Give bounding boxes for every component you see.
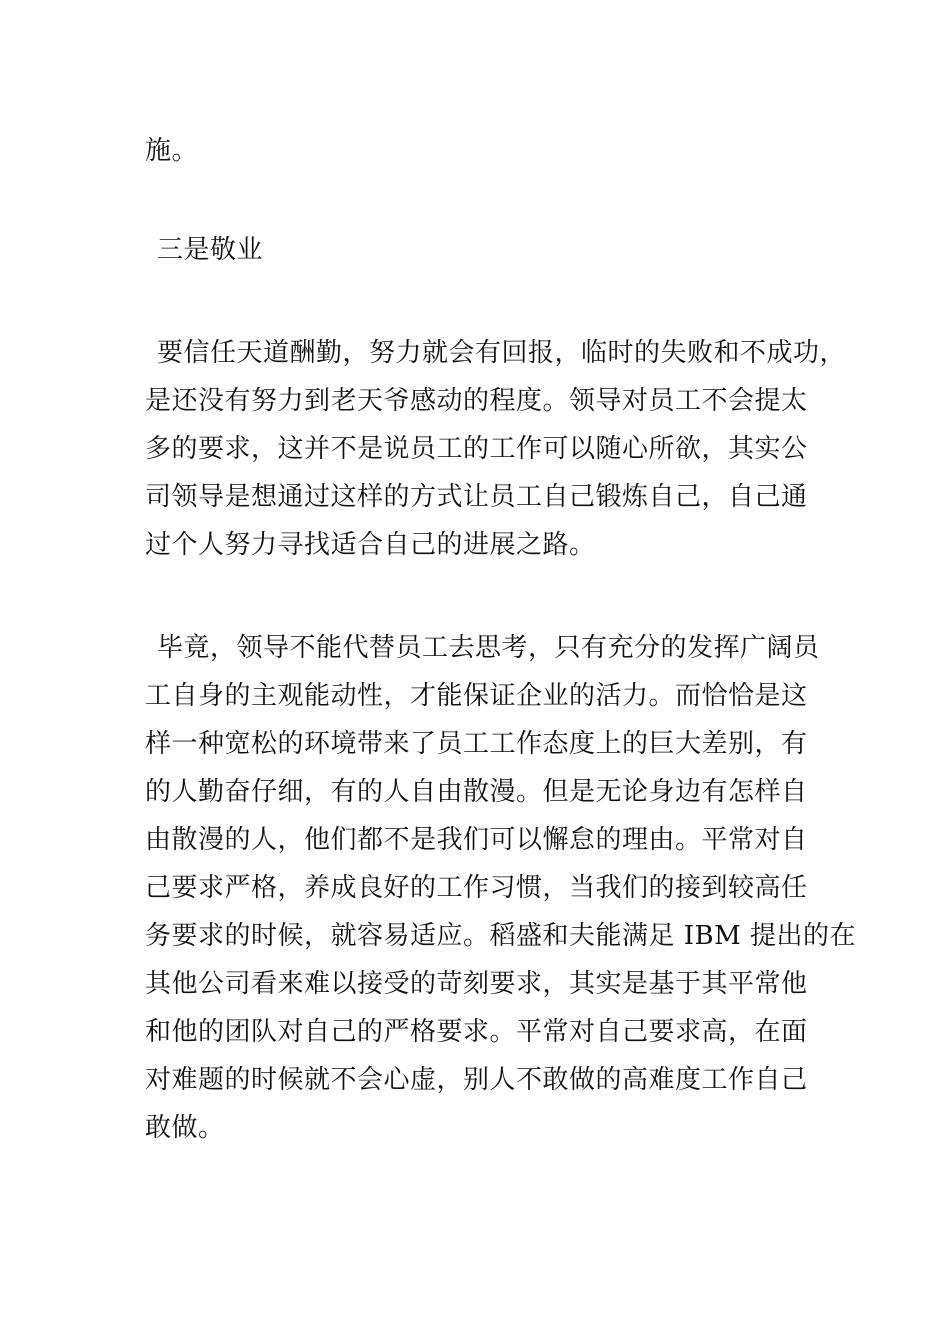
text-line: 工自身的主观能动性，才能保证企业的活力。而恰恰是这 xyxy=(145,681,808,711)
text-line: 过个人努力寻找适合自己的进展之路。 xyxy=(145,530,596,560)
text-line: 敢做。 xyxy=(145,1113,225,1143)
text-line: 施。 xyxy=(145,136,199,166)
paragraph-1 xyxy=(145,329,847,569)
section-heading xyxy=(145,226,815,274)
text-line: 要信任天道酬勤，努力就会有回报，临时的失败和不成功， xyxy=(157,338,847,368)
text-line: 对难题的时候就不会心虚，别人不敢做的高难度工作自己 xyxy=(145,1065,808,1095)
paragraph-continuation xyxy=(145,127,815,175)
text-line: 的人勤奋仔细，有的人自由散漫。但是无论身边有怎样自 xyxy=(145,777,808,807)
text-line: 和他的团队对自己的严格要求。平常对自己要求高，在面 xyxy=(145,1017,808,1047)
text-line: 由散漫的人，他们都不是我们可以懈怠的理由。平常对自 xyxy=(145,825,808,855)
text-line: 是还没有努力到老天爷感动的程度。领导对员工不会提太 xyxy=(145,386,808,416)
text-line: 毕竟，领导不能代替员工去思考，只有充分的发挥广阔员 xyxy=(157,633,820,663)
paragraph-2 xyxy=(145,624,857,1152)
text-line: 务要求的时候，就容易适应。稻盛和夫能满足 IBM 提出的在 xyxy=(145,921,857,951)
text-line: 司领导是想通过这样的方式让员工自己锻炼自己，自己通 xyxy=(145,482,808,512)
text-line: 其他公司看来难以接受的苛刻要求，其实是基于其平常他 xyxy=(145,969,808,999)
heading-text: 三是敬业 xyxy=(157,235,264,265)
text-line: 己要求严格，养成良好的工作习惯，当我们的接到较高任 xyxy=(145,873,808,903)
text-line: 多的要求，这并不是说员工的工作可以随心所欲，其实公 xyxy=(145,434,808,464)
text-line: 样一种宽松的环境带来了员工工作态度上的巨大差别，有 xyxy=(145,729,808,759)
